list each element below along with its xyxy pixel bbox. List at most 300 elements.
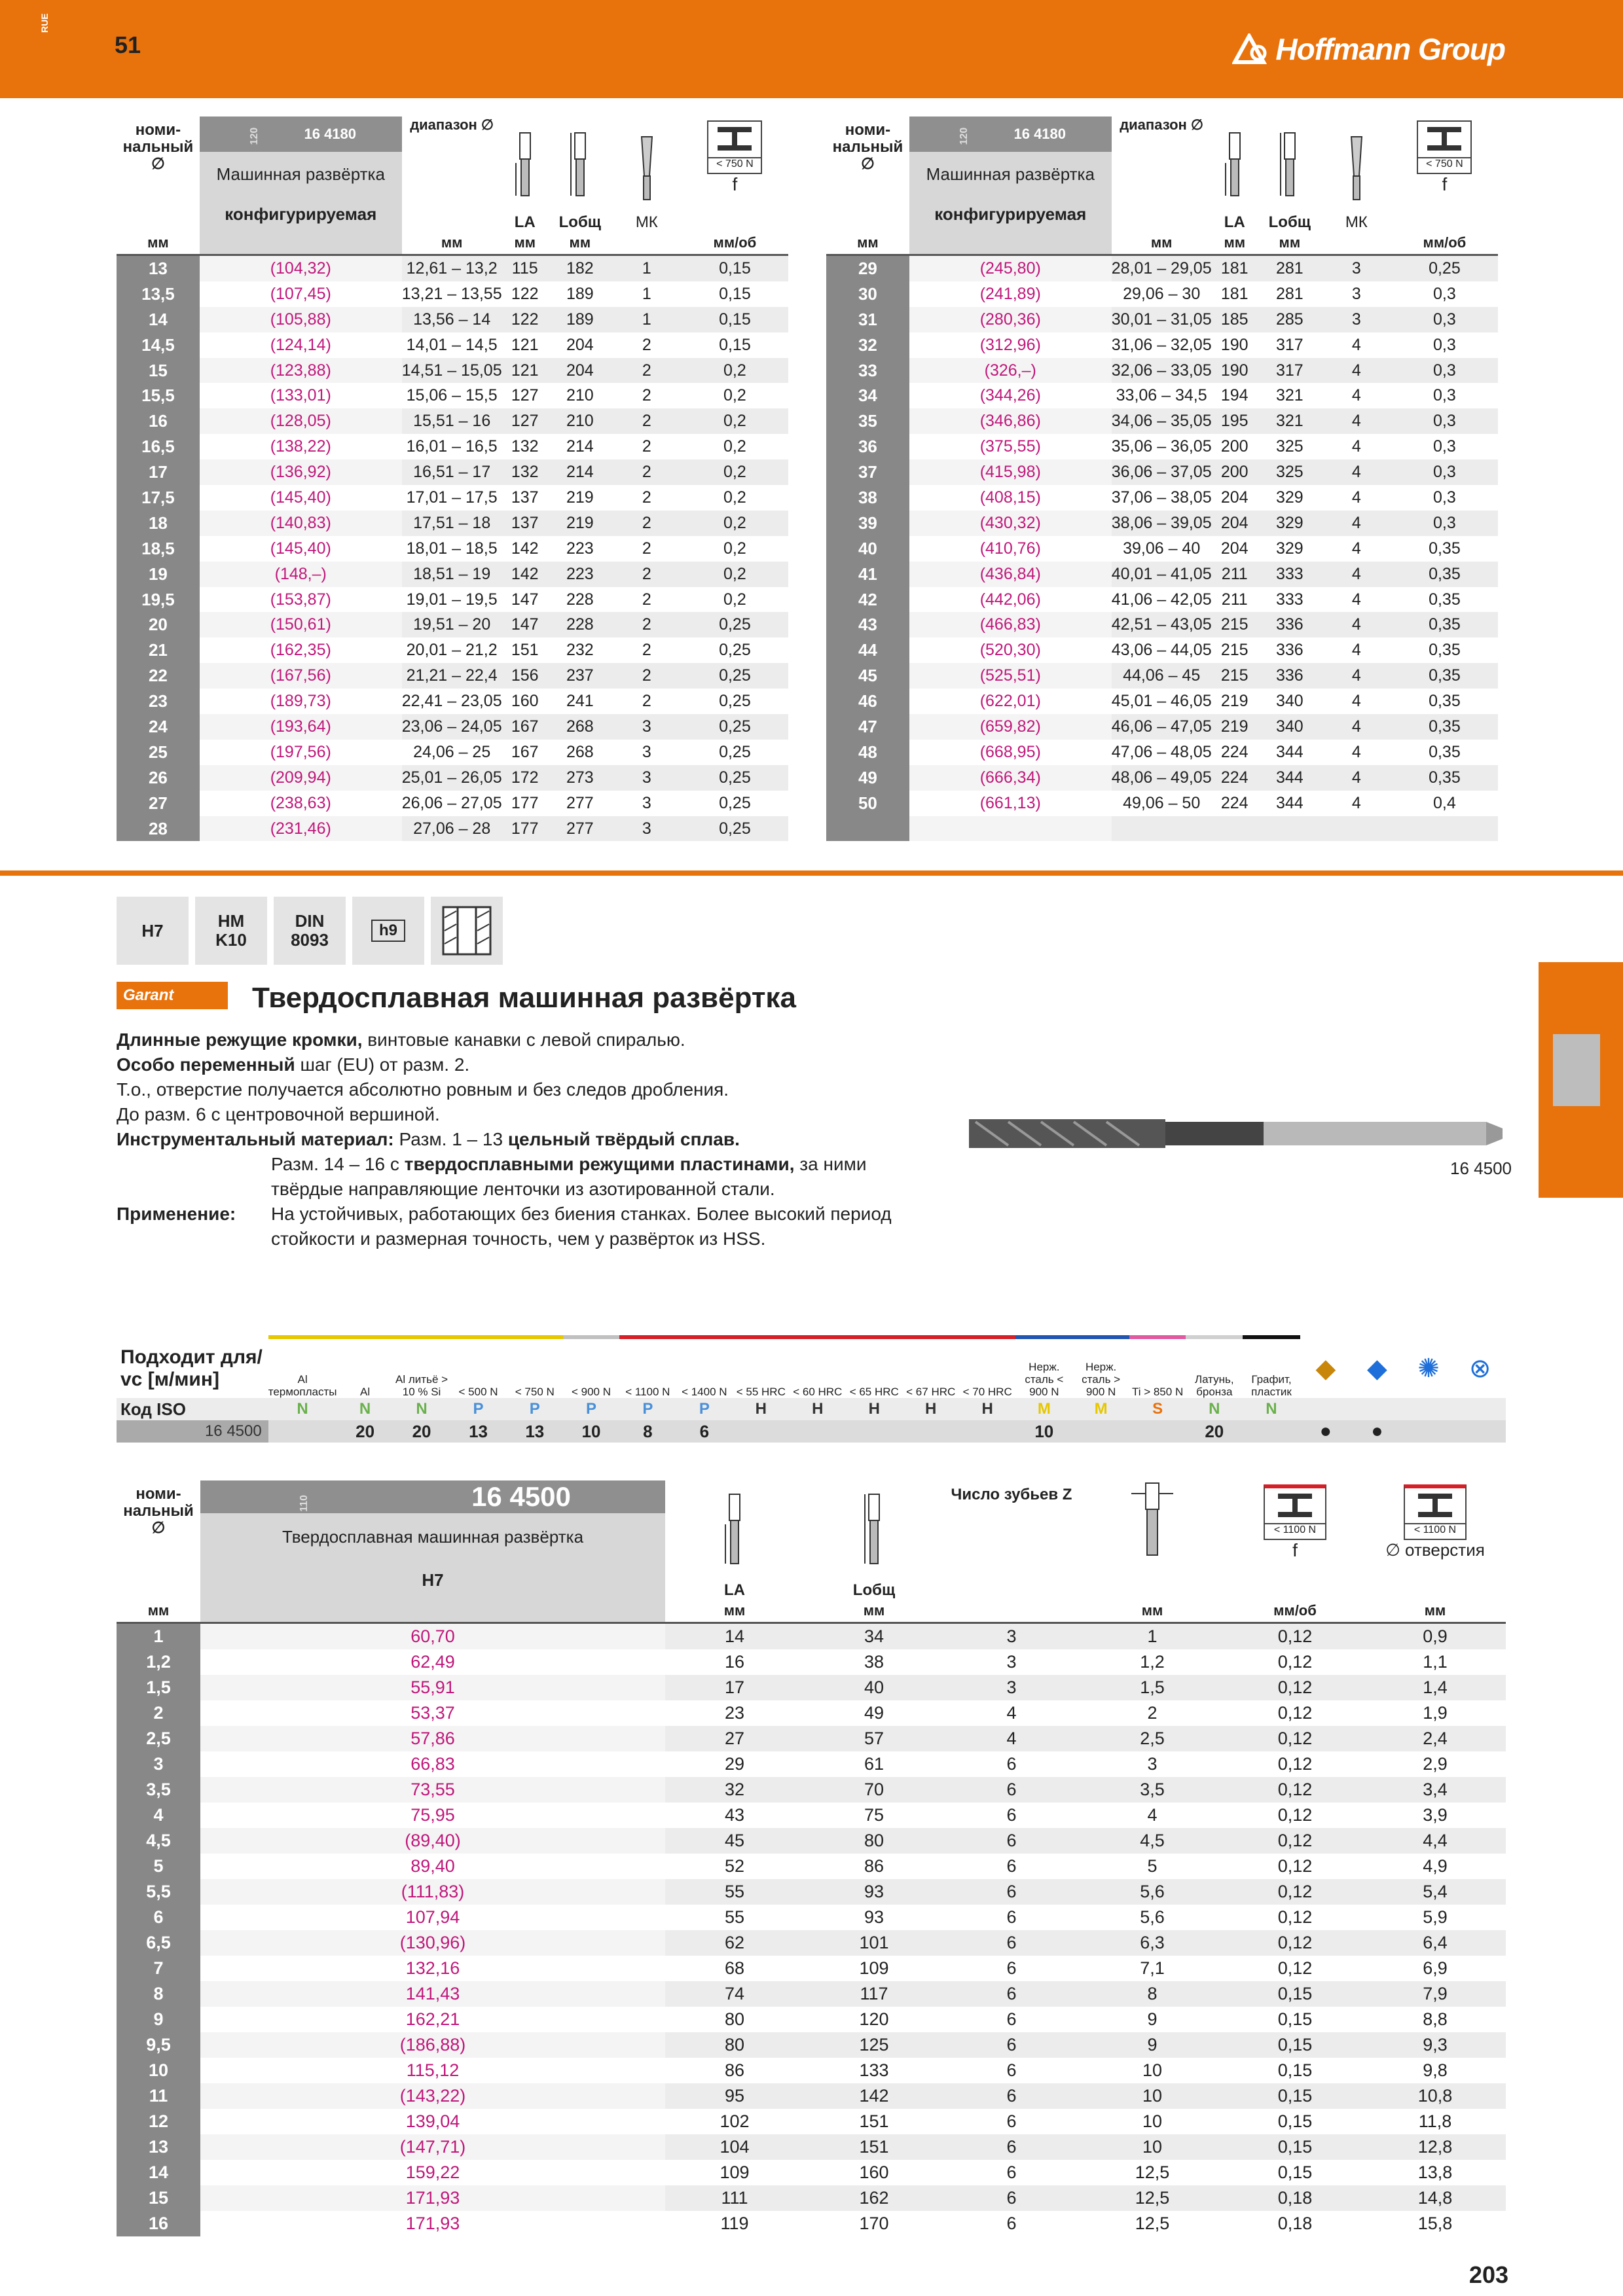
value-cell: 6: [1006, 2111, 1017, 2131]
value-cell: 49: [864, 1703, 884, 1723]
price-cell: (186,88): [200, 2032, 665, 2058]
nominal-cell: 45: [826, 663, 909, 689]
din-badge: DIN 8093: [274, 897, 346, 965]
table-row: [826, 408, 1498, 434]
value-cell: 74: [665, 1981, 804, 2007]
material-header: Ti > 850 N: [1131, 1386, 1184, 1398]
value-cell: 19,51 – 20: [402, 612, 502, 637]
oil-drop-icon: ◆: [1315, 1354, 1336, 1383]
table-row: [117, 1777, 1506, 1803]
col-shank: [1079, 1480, 1226, 1600]
value-cell: 0,12: [1226, 1675, 1364, 1700]
value-cell: 6: [1006, 2060, 1017, 2080]
iso-code: H: [812, 1400, 824, 1418]
iso-code: N: [416, 1400, 428, 1418]
material-header: < 1400 N: [682, 1386, 727, 1398]
value-cell: 120: [859, 2009, 889, 2029]
value-cell: 325: [1275, 437, 1304, 456]
col-ltot: Lобщ: [1258, 117, 1322, 232]
price-cell: 132,16: [405, 1958, 460, 1978]
value-cell: 55: [665, 1879, 804, 1905]
value-cell: 3: [944, 1623, 1079, 1650]
value-cell: 0,12: [1226, 1828, 1364, 1854]
value-cell: 6,9: [1423, 1958, 1448, 1978]
value-cell: 281: [1258, 255, 1322, 281]
value-cell: 2: [642, 539, 651, 558]
nominal-cell: 41: [826, 562, 909, 587]
nominal-cell: 6,5: [117, 1930, 200, 1956]
reamer-ltot-icon: [567, 130, 593, 209]
value-cell: 40,01 – 41,05: [1112, 562, 1212, 587]
vc-value: 10: [581, 1421, 601, 1441]
value-cell: 232: [566, 641, 594, 660]
value-cell: 204: [1220, 488, 1249, 507]
price-cell: (193,64): [200, 714, 402, 740]
value-cell: 132: [511, 437, 539, 456]
nominal-cell: 16: [117, 2211, 200, 2236]
value-cell: 4: [1322, 408, 1391, 434]
value-cell: 0,12: [1226, 1726, 1364, 1751]
material-header: < 750 N: [515, 1386, 555, 1398]
value-cell: 4: [1322, 459, 1391, 485]
table-row: [117, 1828, 1506, 1854]
table-row: [826, 281, 1498, 307]
table-row: [117, 637, 788, 663]
value-cell: 33,06 – 34,5: [1116, 386, 1207, 405]
value-cell: 16: [724, 1652, 745, 1672]
value-cell: 4: [1351, 742, 1361, 761]
value-cell: 122: [511, 284, 539, 303]
price-cell: 171,93: [200, 2185, 665, 2211]
value-cell: 200: [1212, 459, 1258, 485]
material-header: Al литьё > 10 % Si: [395, 1373, 448, 1398]
value-cell: 15,8: [1417, 2214, 1453, 2233]
table-row: [826, 485, 1498, 511]
value-cell: 2,9: [1423, 1754, 1448, 1774]
material-badge: HM K10: [195, 897, 267, 965]
table-row: [117, 1649, 1506, 1675]
nominal-cell: 19,5: [117, 587, 200, 613]
value-cell: 86: [724, 2060, 745, 2080]
vc-code: 16 4500: [117, 1420, 268, 1443]
value-cell: 215: [1212, 663, 1258, 689]
value-cell: 6: [944, 2083, 1079, 2109]
value-cell: 57: [804, 1726, 944, 1751]
value-cell: 0,25: [682, 816, 788, 842]
value-cell: 4: [1351, 641, 1361, 660]
value-cell: 13,21 – 13,55: [401, 284, 502, 303]
price-cell: (133,01): [200, 383, 402, 408]
table-row: [117, 1854, 1506, 1879]
value-cell: 32,06 – 33,05: [1112, 358, 1212, 384]
value-cell: 5,4: [1364, 1879, 1506, 1905]
value-cell: 12,8: [1364, 2134, 1506, 2160]
value-cell: 119: [720, 2214, 749, 2233]
table-row: [117, 765, 788, 791]
iso-code: M: [1037, 1400, 1051, 1418]
reamer-ltot-icon: [861, 1492, 887, 1577]
value-cell: 4,9: [1423, 1856, 1448, 1876]
price-cell: 139,04: [405, 2111, 460, 2131]
value-cell: 62: [665, 1930, 804, 1956]
value-cell: 147: [502, 612, 548, 637]
nominal-cell: 17,5: [117, 485, 200, 511]
nominal-cell: 13: [117, 2134, 200, 2160]
value-cell: 0,18: [1277, 2214, 1313, 2233]
price-cell: (145,40): [200, 485, 402, 511]
value-cell: 0,3: [1433, 284, 1456, 303]
value-cell: 0,25: [719, 641, 751, 660]
nominal-cell: 3: [117, 1751, 200, 1777]
value-cell: 43,06 – 44,05: [1111, 641, 1212, 660]
price-cell: (209,94): [200, 765, 402, 791]
value-cell: 215: [1220, 641, 1249, 660]
value-cell: 214: [566, 437, 594, 456]
nominal-cell: 8: [117, 1981, 200, 2007]
table-row: [826, 511, 1498, 536]
product-description: Длинные режущие кромки, винтовые канавки с левой спиралью. Особо переменный шаг (EU) от разм. 2. Т.о., отверстие получается абсолютно ровным и без следов дробления. До разм. 6 с центровочной вершиной. Инструментальный материал: Разм. 1 – 13 цельный твёрдый сплав. Разм. 14 – 16 с твердосплавными режущими пластинами, за ними твёрдые направляющие ленточки из азотированной стали. Применение: На устойчивых, работающих без биения станках. Более высокий период стойкости и размерная точность, чем у развёрток из HSS.: [117, 1030, 892, 1249]
nominal-cell: 49: [826, 765, 909, 791]
price-cell: (136,92): [200, 459, 402, 485]
desc-line2: конфигурируемая: [909, 196, 1112, 232]
value-cell: 17,01 – 17,5: [406, 488, 498, 507]
material-header: < 900 N: [572, 1386, 611, 1398]
value-cell: 68: [724, 1958, 745, 1978]
nominal-cell: 1: [117, 1623, 200, 1650]
value-cell: 6: [1006, 2162, 1017, 2182]
reamer-ltot-icon: [1277, 130, 1303, 209]
value-cell: 6: [944, 2032, 1079, 2058]
iso-code: H: [925, 1400, 937, 1418]
product-code: 120 16 4180: [200, 117, 402, 152]
value-cell: 4: [1351, 590, 1361, 609]
value-cell: 5,6: [1079, 1879, 1226, 1905]
value-cell: 8: [1079, 1981, 1226, 2007]
value-cell: 2,5: [1079, 1726, 1226, 1751]
table-row: [117, 358, 788, 384]
value-cell: 190: [1220, 335, 1249, 354]
value-cell: 109: [720, 2162, 750, 2182]
value-cell: 7,9: [1364, 1981, 1506, 2007]
morse-taper-icon: [1343, 130, 1370, 209]
product-title: Твердосплавная машинная развёртка: [252, 982, 796, 1014]
value-cell: 13,8: [1417, 2162, 1453, 2182]
value-cell: 80: [724, 2009, 745, 2029]
value-cell: 6: [944, 2134, 1079, 2160]
value-cell: 39,06 – 40: [1123, 539, 1201, 558]
value-cell: 101: [804, 1930, 944, 1956]
coolant-mark: ●: [1371, 1420, 1383, 1442]
value-cell: 0,3: [1433, 335, 1456, 354]
value-cell: 44,06 – 45: [1112, 663, 1212, 689]
page-number-right: 203: [1468, 2261, 1508, 2288]
table-row: [826, 434, 1498, 459]
price-cell: 57,86: [200, 1726, 665, 1751]
value-cell: 16,51 – 17: [402, 459, 502, 485]
shank-tolerance-badge: h9: [352, 897, 424, 965]
nominal-cell: 16,5: [117, 434, 200, 459]
vc-value: [959, 1420, 1015, 1443]
table-row: [826, 714, 1498, 740]
material-header: Нерж. сталь < 900 N: [1025, 1361, 1064, 1398]
value-cell: 167: [511, 742, 539, 761]
value-cell: 34: [804, 1623, 944, 1650]
value-cell: 215: [1212, 612, 1258, 637]
value-cell: 6: [1006, 2214, 1017, 2233]
value-cell: 80: [804, 1828, 944, 1854]
nominal-cell: 2,5: [117, 1726, 200, 1751]
price-cell: (442,06): [909, 587, 1112, 613]
nominal-cell: 15,5: [117, 383, 200, 408]
value-cell: 15,51 – 16: [402, 408, 502, 434]
value-cell: 30,01 – 31,05: [1112, 307, 1212, 332]
nominal-cell: 13,5: [117, 281, 200, 307]
value-cell: 0,35: [1391, 765, 1498, 791]
value-cell: 4: [1322, 612, 1391, 637]
nominal-cell: 1,2: [117, 1649, 200, 1675]
nominal-cell: 34: [826, 383, 909, 408]
value-cell: 4: [1351, 692, 1361, 711]
col-nominal: номи- нальный ∅: [123, 1485, 194, 1537]
value-cell: 2: [612, 408, 682, 434]
brand-name: Hoffmann Group: [1275, 32, 1505, 66]
image-code: 16 4500: [1450, 1158, 1512, 1178]
price-cell: (312,96): [909, 332, 1112, 358]
nominal-cell: 4: [117, 1803, 200, 1828]
price-cell: (238,63): [200, 791, 402, 816]
price-cell: (140,83): [200, 511, 402, 536]
value-cell: 23: [724, 1703, 745, 1723]
spray-icon: ✺: [1417, 1354, 1440, 1383]
value-cell: 42,51 – 43,05: [1112, 612, 1212, 637]
nominal-cell: 37: [826, 459, 909, 485]
hoffmann-logo-icon: [1232, 33, 1269, 65]
value-cell: 111: [665, 2185, 804, 2211]
value-cell: 6: [944, 1777, 1079, 1803]
value-cell: 2: [642, 488, 651, 507]
nominal-cell: 42: [826, 587, 909, 613]
vc-value: [902, 1420, 958, 1443]
value-cell: 6: [1006, 1805, 1017, 1825]
vc-value: [790, 1420, 846, 1443]
value-cell: 137: [502, 511, 548, 536]
price-cell: (520,30): [909, 637, 1112, 663]
value-cell: 14,51 – 15,05: [402, 358, 502, 384]
value-cell: 127: [502, 408, 548, 434]
value-cell: 0,15: [682, 307, 788, 332]
value-cell: 25,01 – 26,05: [402, 765, 502, 791]
value-cell: [1258, 816, 1322, 842]
value-cell: 0,35: [1391, 612, 1498, 637]
value-cell: 0,2: [723, 386, 746, 405]
value-cell: 43: [724, 1805, 745, 1825]
upper-left-table: [117, 117, 788, 841]
coolant-mark: [1454, 1420, 1506, 1443]
table-row: [117, 2211, 1506, 2236]
value-cell: 4: [1351, 335, 1361, 354]
nominal-cell: 14: [117, 307, 200, 332]
nominal-cell: 17: [117, 459, 200, 485]
iso-code: P: [586, 1400, 597, 1418]
value-cell: 0,15: [1226, 2032, 1364, 2058]
value-cell: 0,15: [1277, 2111, 1313, 2131]
col-la: LA: [502, 117, 548, 232]
value-cell: 38,06 – 39,05: [1112, 511, 1212, 536]
value-cell: 6: [944, 1930, 1079, 1956]
value-cell: 2: [642, 386, 651, 405]
units-row: мм мм мм мм мм/об: [117, 232, 788, 255]
value-cell: 189: [566, 284, 594, 303]
value-cell: 37,06 – 38,05: [1111, 488, 1212, 507]
value-cell: 4: [1322, 663, 1391, 689]
value-cell: 0,12: [1226, 1777, 1364, 1803]
value-cell: 0,3: [1391, 511, 1498, 536]
value-cell: 4: [1322, 714, 1391, 740]
value-cell: 0,25: [682, 714, 788, 740]
value-cell: 340: [1258, 714, 1322, 740]
value-cell: 0,3: [1391, 307, 1498, 332]
desc-line1: Твердосплавная машинная развёртка: [200, 1513, 665, 1560]
col-la: LA: [665, 1480, 804, 1600]
value-cell: 147: [511, 590, 539, 609]
value-cell: 204: [548, 358, 612, 384]
value-cell: 15,06 – 15,5: [406, 386, 498, 405]
value-cell: 321: [1258, 408, 1322, 434]
material-header: Al термопласты: [268, 1373, 337, 1398]
value-cell: 228: [548, 612, 612, 637]
table-row: [117, 791, 788, 816]
value-cell: 0,35: [1391, 663, 1498, 689]
value-cell: 22,41 – 23,05: [401, 692, 502, 711]
value-cell: 0,18: [1226, 2185, 1364, 2211]
table-row: [117, 434, 788, 459]
value-cell: 6: [1006, 1754, 1017, 1774]
value-cell: 336: [1258, 612, 1322, 637]
value-cell: 344: [1258, 765, 1322, 791]
value-cell: 329: [1258, 511, 1322, 536]
water-drop-icon: ◆: [1366, 1354, 1387, 1383]
value-cell: 0,12: [1226, 1879, 1364, 1905]
table-row: [117, 1905, 1506, 1930]
value-cell: 26,06 – 27,05: [401, 793, 502, 812]
price-cell: (128,05): [200, 408, 402, 434]
value-cell: 3,5: [1079, 1777, 1226, 1803]
value-cell: 3: [612, 765, 682, 791]
value-cell: 0,15: [1277, 2060, 1313, 2080]
value-cell: 170: [859, 2214, 889, 2233]
value-cell: [1212, 816, 1258, 842]
value-cell: 0,35: [1391, 562, 1498, 587]
value-cell: 190: [1212, 358, 1258, 384]
value-cell: 181: [1220, 284, 1249, 303]
value-cell: 182: [548, 255, 612, 281]
lower-table: [117, 1480, 1506, 2236]
coolant-iso: [1454, 1398, 1506, 1420]
value-cell: 14,8: [1364, 2185, 1506, 2211]
price-cell: (466,83): [909, 612, 1112, 637]
price-cell: (162,35): [200, 637, 402, 663]
table-row: [117, 1726, 1506, 1751]
price-cell: (148,–): [200, 562, 402, 587]
value-cell: 16,01 – 16,5: [406, 437, 498, 456]
suitability-table: [117, 1335, 1506, 1443]
value-cell: 223: [566, 539, 594, 558]
value-cell: 2: [642, 641, 651, 660]
value-cell: 1,9: [1423, 1703, 1448, 1723]
value-cell: 2,4: [1364, 1726, 1506, 1751]
value-cell: 189: [548, 307, 612, 332]
value-cell: 0,35: [1429, 692, 1461, 711]
table-row: [826, 536, 1498, 562]
col-teeth: Число зубьев Z: [951, 1486, 1072, 1503]
vc-value: [1072, 1420, 1129, 1443]
nominal-cell: 15: [117, 2185, 200, 2211]
value-cell: 6: [1006, 1856, 1017, 1876]
value-cell: 0,12: [1226, 1623, 1364, 1650]
desc-line2: конфигурируемая: [200, 196, 402, 232]
value-cell: 0,4: [1433, 793, 1456, 812]
price-cell: (436,84): [909, 562, 1112, 587]
table-row: [826, 791, 1498, 816]
value-cell: 0,12: [1226, 1930, 1364, 1956]
value-cell: 167: [502, 714, 548, 740]
value-cell: 0,12: [1277, 1856, 1313, 1876]
value-cell: 3,4: [1364, 1777, 1506, 1803]
value-cell: 9: [1147, 2009, 1158, 2029]
value-cell: 5,6: [1140, 1907, 1165, 1927]
material-header: < 67 HRC: [906, 1386, 956, 1398]
nominal-cell: 27: [117, 791, 200, 816]
vc-value: [1129, 1420, 1186, 1443]
price-cell: (189,73): [200, 689, 402, 714]
value-cell: 4: [1351, 386, 1361, 405]
price-cell: (410,76): [909, 536, 1112, 562]
value-cell: 0,35: [1429, 590, 1461, 609]
value-cell: 9,8: [1423, 2060, 1448, 2080]
nominal-cell: 40: [826, 536, 909, 562]
value-cell: 224: [1220, 742, 1249, 761]
value-cell: 160: [511, 692, 539, 711]
value-cell: 10: [1142, 2060, 1163, 2080]
value-cell: 0,15: [1277, 2162, 1313, 2182]
value-cell: 12,61 – 13,2: [402, 255, 502, 281]
table-row: [117, 332, 788, 358]
nominal-cell: 39: [826, 511, 909, 536]
value-cell: 34,06 – 35,05: [1112, 408, 1212, 434]
value-cell: 142: [511, 539, 539, 558]
value-cell: 333: [1258, 562, 1322, 587]
reamer-image: [969, 1100, 1506, 1172]
value-cell: 0,2: [723, 437, 746, 456]
col-nominal: номи- нальный ∅: [122, 121, 194, 173]
table-row: [826, 637, 1498, 663]
value-cell: 211: [1221, 590, 1248, 609]
value-cell: 4: [1322, 562, 1391, 587]
table-row: [117, 1751, 1506, 1777]
value-cell: 0,2: [723, 590, 746, 609]
price-cell: 62,49: [410, 1652, 455, 1672]
price-cell: 53,37: [410, 1703, 455, 1723]
table-row: [826, 765, 1498, 791]
vc-value: [733, 1420, 789, 1443]
value-cell: 3: [612, 714, 682, 740]
value-cell: 127: [511, 386, 539, 405]
value-cell: 210: [548, 408, 612, 434]
value-cell: 0,3: [1433, 437, 1456, 456]
value-cell: 29: [724, 1754, 745, 1774]
price-cell: (408,15): [909, 485, 1112, 511]
table-row: [826, 689, 1498, 714]
